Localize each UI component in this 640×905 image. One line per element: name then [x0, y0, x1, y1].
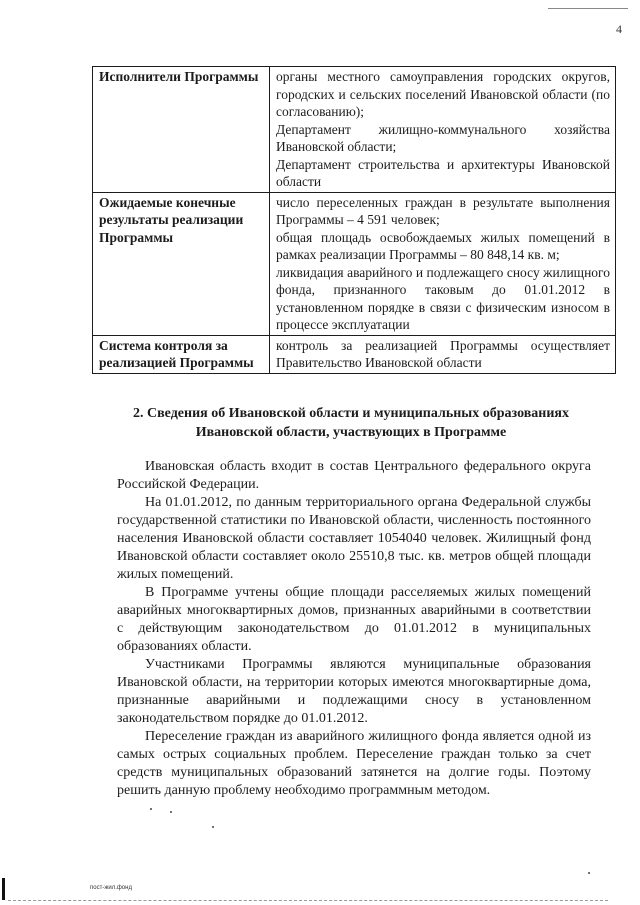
row-label: Ожидаемые конечные результаты реализации Программы — [93, 192, 270, 335]
row-value-paragraph: общая площадь освобождаемых жилых помещений в рамках реализации Программы – 80 848,14 кв. м; — [276, 229, 610, 262]
scan-bottom-rule — [8, 900, 608, 901]
scan-edge-rule — [548, 8, 628, 9]
body-paragraph: Ивановская область входит в состав Центрального федерального округа Российской Федерации. — [117, 459, 591, 492]
row-value — [270, 192, 616, 335]
row-value-paragraph: число переселенных граждан в результате выполнения Программы – 4 591 человек; — [276, 194, 610, 227]
table-row-executors — [93, 67, 616, 193]
program-passport-table — [92, 66, 616, 374]
row-value — [270, 67, 616, 193]
row-value-paragraph: контроль за реализацией Программы осуществляет Правительство Ивановской области — [276, 337, 610, 370]
row-value-paragraph: Департамент строительства и архитектуры Ивановской области — [276, 156, 610, 189]
scan-speck — [150, 808, 152, 810]
row-value — [270, 335, 616, 373]
section-heading-line: 2. Сведения об Ивановской области и муниципальных образованиях — [133, 406, 569, 421]
row-label: Система контроля за реализацией Программы — [93, 335, 270, 373]
section-heading-line: Ивановской области, участвующих в Программе — [195, 425, 507, 440]
page-number: 4 — [616, 22, 622, 36]
section-body — [117, 458, 591, 800]
file-label: пост-жил.фонд — [90, 885, 132, 891]
row-value-paragraph: ликвидация аварийного и подлежащего сносу жилищного фонда, признанного таковым до 01.01.2012 в установленном порядке в связи с физическим износом в процессе эксплуатации — [276, 264, 610, 332]
table-row-expected-results — [93, 192, 616, 335]
row-value-paragraph: Департамент жилищно-коммунального хозяйства Ивановской области; — [276, 121, 610, 154]
table-row-control-system — [93, 335, 616, 373]
body-paragraph: Участниками Программы являются муниципальные образования Ивановской области, на территории которых имеются многоквартирные дома, признанные аварийными и подлежащими сносу в установленном законодательством порядке до 01.01.2012. — [117, 657, 591, 726]
body-paragraph: На 01.01.2012, по данным территориального органа Федеральной службы государственной статистики по Ивановской области, численность постоянного населения Ивановской области составляет 1054040 человек. Жилищный фонд Ивановской области составляет около 25510,8 тыс. кв. метров общей площади жилых помещений. — [117, 495, 591, 582]
scan-margin-mark — [2, 878, 5, 900]
body-paragraph: Переселение граждан из аварийного жилищного фонда является одной из самых острых социальных проблем. Переселение граждан только за счет средств муниципальных образований затянется на долгие годы. Поэтому решить данную проблему необходимо программным методом. — [117, 729, 591, 798]
scan-speck — [212, 826, 214, 828]
row-value-paragraph: органы местного самоуправления городских округов, городских и сельских поселений Ивановской области (по согласованию); — [276, 69, 610, 119]
row-label: Исполнители Программы — [93, 67, 270, 193]
scan-speck — [588, 872, 590, 874]
body-paragraph: В Программе учтены общие площади расселяемых жилых помещений аварийных многоквартирных домов, признанных аварийными в соответствии с действующим законодательством до 01.01.2012 в муниципальных образованиях области. — [117, 585, 591, 654]
scan-speck — [170, 811, 172, 813]
section-heading — [95, 404, 607, 442]
